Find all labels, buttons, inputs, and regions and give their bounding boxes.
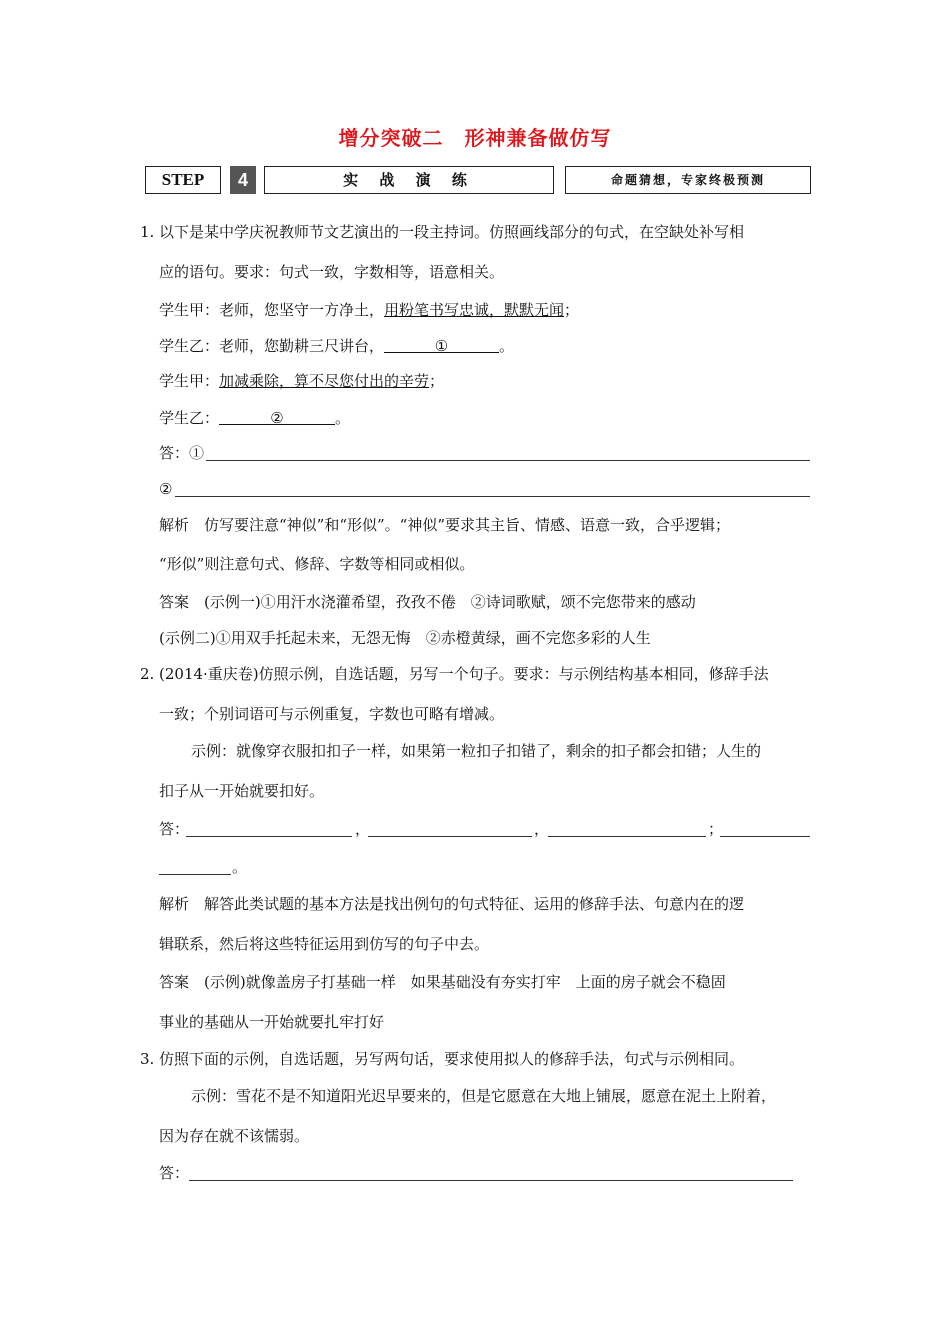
- example-text: 示例：就像穿衣服扣扣子一样，如果第一粒扣子扣错了，剩余的扣子都会扣错；人生的: [191, 742, 762, 760]
- question-number: 1.: [140, 223, 155, 241]
- section-tagline: 命题猜想，专家终极预测: [565, 166, 811, 194]
- dialogue-speaker-text: 学生甲：老师，您坚守一方净土，: [159, 301, 385, 319]
- step-label: STEP: [145, 166, 221, 194]
- question-text: (2014·重庆卷)仿照示例，自选话题，另写一个句子。要求：与示例结构基本相同，修辞手法: [159, 665, 769, 683]
- example-text: 示例：雪花不是不知道阳光迟早要来的，但是它愿意在大地上铺展，愿意在泥土上附着，: [191, 1087, 777, 1105]
- punctuation: 。: [499, 337, 515, 355]
- page-title: 增分突破二 形神兼备做仿写: [338, 126, 612, 150]
- dialogue-speaker-text: 学生乙：: [159, 409, 220, 427]
- answer-text: (示例二)①用双手托起未来，无怨无悔 ②赤橙黄绿，画不完您多彩的人生: [159, 629, 651, 647]
- underlined-example: 加减乘除，算不尽您付出的辛劳: [219, 372, 430, 390]
- answer-blank-1[interactable]: ①: [384, 336, 499, 353]
- example-text: 因为存在就不该懦弱。: [159, 1127, 310, 1145]
- section-heading: 实 战 演 练: [264, 166, 554, 194]
- punctuation: ；: [564, 301, 580, 319]
- punctuation: ；: [708, 820, 724, 838]
- answer-label: ②: [159, 480, 173, 498]
- answer-line-1[interactable]: [206, 459, 810, 461]
- punctuation: 。: [232, 858, 248, 876]
- question-text: 以下是某中学庆祝教师节文艺演出的一段主持词。仿照画线部分的句式，在空缺处补写相: [159, 223, 745, 241]
- step-banner: [145, 166, 811, 194]
- answer-text: 答案 (示例)就像盖房子打基础一样 如果基础没有夯实打牢 上面的房子就会不稳固: [159, 973, 726, 991]
- question-text: 仿照下面的示例，自选话题，另写两句话，要求使用拟人的修辞手法，句式与示例相同。: [159, 1050, 745, 1068]
- question-number: 2.: [140, 665, 155, 683]
- answer-label: 答：: [159, 820, 190, 838]
- punctuation: ，: [534, 820, 550, 838]
- punctuation: ；: [429, 372, 445, 390]
- dialogue-speaker-text: 学生乙：老师，您勤耕三尺讲台，: [159, 337, 385, 355]
- analysis-text: 解析 解答此类试题的基本方法是找出例句的句式特征、运用的修辞手法、句意内在的逻: [159, 895, 745, 913]
- answer-line[interactable]: [159, 873, 231, 875]
- answer-line[interactable]: [368, 835, 532, 837]
- answer-line[interactable]: [189, 1179, 793, 1181]
- dialogue-speaker-text: 学生甲：: [159, 372, 220, 390]
- analysis-text: 解析 仿写要注意“神似”和“形似”。“神似”要求其主旨、情感、语意一致，合乎逻辑；: [159, 516, 731, 534]
- answer-text: 答案 (示例一)①用汗水浇灌希望，孜孜不倦 ②诗词歌赋，颂不完您带来的感动: [159, 593, 696, 611]
- question-text: 应的语句。要求：句式一致，字数相等，语意相关。: [159, 263, 505, 281]
- dialogue-line: [159, 371, 444, 391]
- answer-text: 事业的基础从一开始就要扎牢打好: [159, 1013, 385, 1031]
- dialogue-line: [159, 408, 350, 428]
- answer-line[interactable]: [186, 835, 352, 837]
- example-text: 扣子从一开始就要扣好。: [159, 782, 325, 800]
- analysis-text: 辑联系，然后将这些特征运用到仿写的句子中去。: [159, 935, 490, 953]
- question-number: 3.: [140, 1050, 155, 1068]
- answer-line[interactable]: [548, 835, 706, 837]
- underlined-example: 用粉笔书写忠诚，默默无闻: [384, 301, 565, 319]
- answer-line-2[interactable]: [175, 495, 810, 497]
- dialogue-line: [159, 336, 514, 356]
- step-number: 4: [230, 166, 256, 194]
- answer-label: 答：: [159, 1164, 190, 1182]
- analysis-text: “形似”则注意句式、修辞、字数等相同或相似。: [159, 555, 475, 573]
- answer-line[interactable]: [720, 835, 810, 837]
- answer-label: 答：①: [159, 444, 205, 462]
- question-text: 一致；个别词语可与示例重复，字数也可略有增减。: [159, 705, 505, 723]
- answer-blank-2[interactable]: ②: [219, 408, 335, 425]
- dialogue-line: [159, 300, 579, 320]
- punctuation: 。: [335, 409, 351, 427]
- punctuation: ，: [355, 820, 371, 838]
